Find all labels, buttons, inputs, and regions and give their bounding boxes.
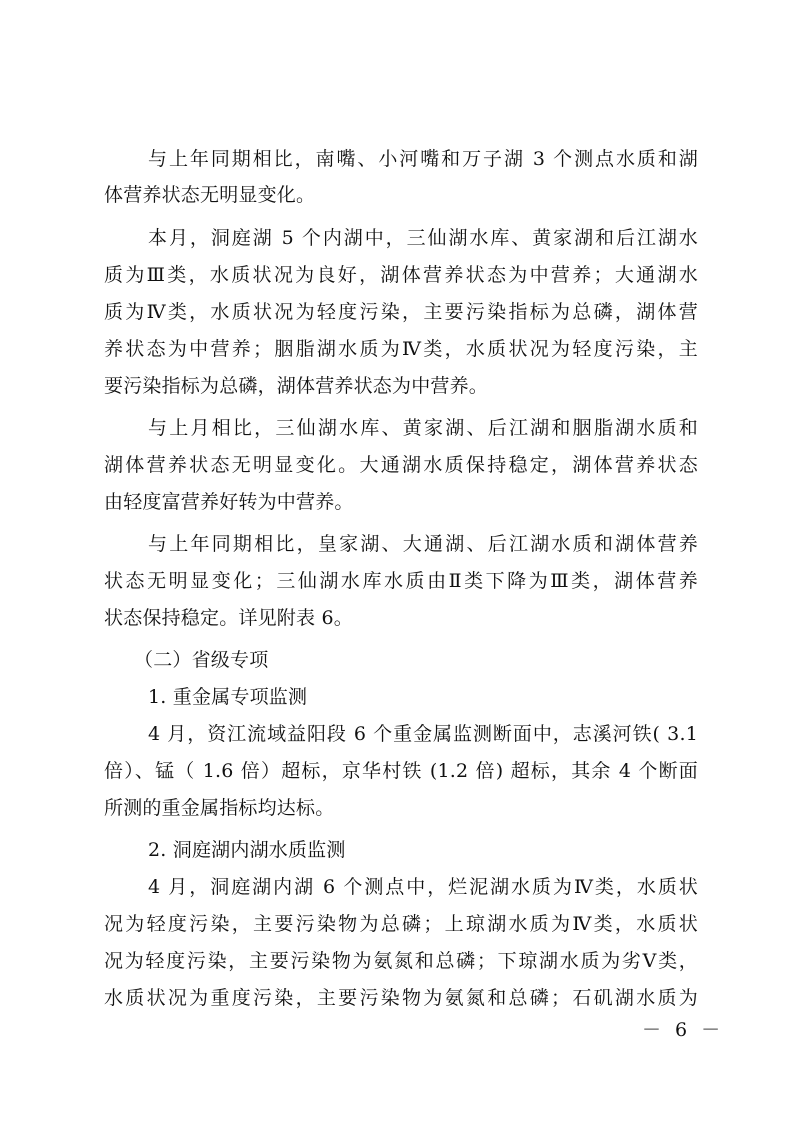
paragraph-line: 要污染指标为总磷，湖体营养状态为中营养。	[104, 375, 489, 397]
paragraph-line: 4 月，洞庭湖内湖 6 个测点中，烂泥湖水质为Ⅳ类，水质状	[148, 876, 698, 898]
paragraph-line: 由轻度富营养好转为中营养。	[104, 491, 354, 513]
paragraph-line: 倍）、锰（ 1.6 倍）超标，京华村铁 (1.2 倍) 超标，其余 4 个断面	[104, 760, 698, 782]
paragraph-line: 状态保持稳定。详见附表 6。	[104, 607, 353, 629]
paragraph-line: 体营养状态无明显变化。	[104, 184, 316, 206]
paragraph-line: 水质状况为重度污染，主要污染物为氨氮和总磷；石矶湖水质为	[104, 987, 698, 1009]
paragraph-line: 本月，洞庭湖 5 个内湖中，三仙湖水库、黄家湖和后江湖水	[148, 227, 698, 249]
page-number: － 6 －	[642, 1019, 725, 1041]
subsection-heading: 1. 重金属专项监测	[148, 686, 308, 708]
paragraph-line: 所测的重金属指标均达标。	[104, 797, 335, 819]
paragraph-line: 养状态为中营养；胭脂湖水质为Ⅳ类，水质状况为轻度污染，主	[104, 338, 698, 360]
paragraph-line: 质为Ⅲ类，水质状况为良好，湖体营养状态为中营养；大通湖水	[104, 264, 698, 286]
paragraph-line: 状态无明显变化；三仙湖水库水质由Ⅱ类下降为Ⅲ类，湖体营养	[104, 570, 698, 592]
paragraph-line: 况为轻度污染，主要污染物为总磷；上琼湖水质为Ⅳ类，水质状	[104, 913, 698, 935]
paragraph-line: 与上年同期相比，南嘴、小河嘴和万子湖 3 个测点水质和湖	[148, 148, 698, 170]
paragraph-line: 况为轻度污染，主要污染物为氨氮和总磷；下琼湖水质为劣Ⅴ类，	[104, 950, 698, 972]
paragraph-line: 质为Ⅳ类，水质状况为轻度污染，主要污染指标为总磷，湖体营	[104, 301, 698, 323]
section-heading: （二）省级专项	[134, 649, 269, 671]
subsection-heading: 2. 洞庭湖内湖水质监测	[148, 839, 346, 861]
paragraph-line: 与上月相比，三仙湖水库、黄家湖、后江湖和胭脂湖水质和	[148, 417, 698, 439]
paragraph-line: 4 月，资江流域益阳段 6 个重金属监测断面中，志溪河铁( 3.1	[148, 723, 698, 745]
paragraph-line: 与上年同期相比，皇家湖、大通湖、后江湖水质和湖体营养	[148, 533, 698, 555]
paragraph-line: 湖体营养状态无明显变化。大通湖水质保持稳定，湖体营养状态	[104, 454, 698, 476]
